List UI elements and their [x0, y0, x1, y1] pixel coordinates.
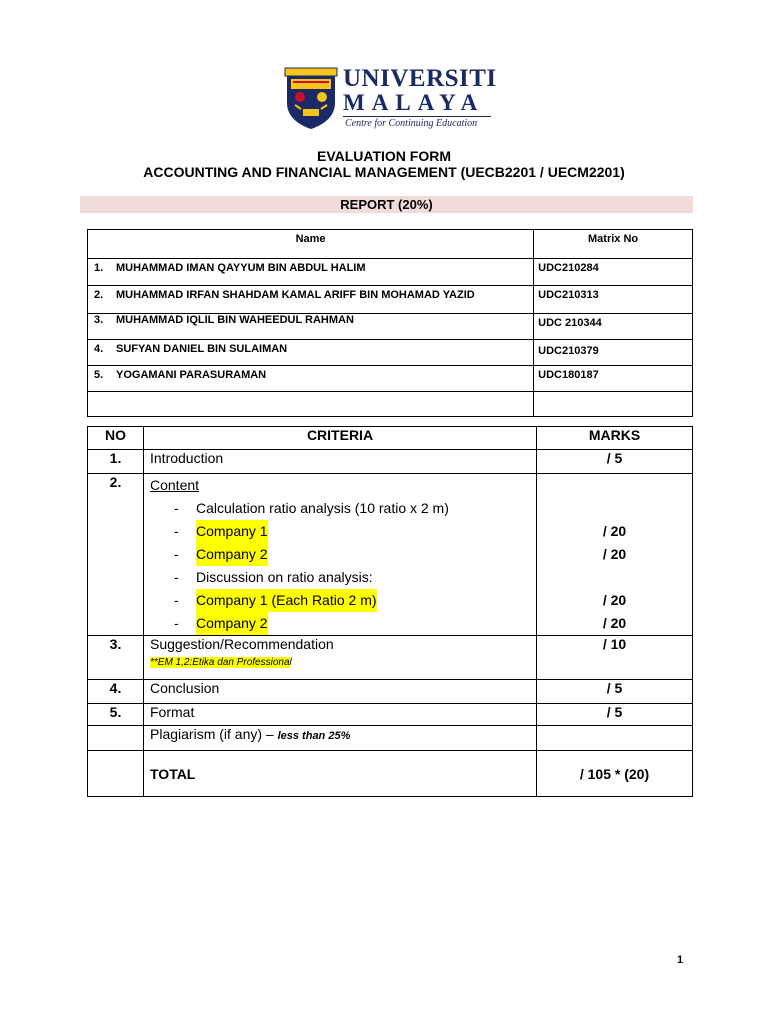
- member-name-cell: [88, 259, 534, 286]
- total-label: TOTAL: [144, 751, 537, 797]
- bullet-dash: -: [174, 569, 179, 585]
- criteria-label: Suggestion/Recommendation: [150, 636, 334, 652]
- content-item: [150, 520, 536, 543]
- member-number: 3.: [94, 314, 104, 326]
- bullet-dash: -: [174, 523, 179, 539]
- col-name-header: Name: [88, 230, 534, 259]
- logo-subtitle: Centre for Continuing Education: [345, 118, 478, 129]
- criteria-table: [87, 426, 693, 797]
- criteria-number: 3.: [88, 636, 144, 680]
- logo-divider: [343, 116, 491, 117]
- criteria-number: 1.: [88, 450, 144, 474]
- criteria-label: Introduction: [144, 450, 537, 474]
- bullet-dash: -: [174, 500, 179, 516]
- page-number: 1: [677, 954, 684, 966]
- col-no-header: NO: [88, 427, 144, 450]
- col-marks-header: MARKS: [537, 427, 693, 450]
- criteria-content-cell: [144, 474, 537, 636]
- logo-word-universiti: UNIVERSITI: [343, 65, 497, 92]
- content-item-marks: [537, 566, 692, 589]
- criteria-label: Plagiarism (if any) –: [150, 726, 278, 742]
- criteria-row-content: [88, 474, 693, 636]
- content-item-label: Calculation ratio analysis (10 ratio x 2 m): [196, 500, 449, 516]
- criteria-suggestion-cell: [144, 636, 537, 680]
- criteria-label: Format: [144, 704, 537, 726]
- empty-cell: [534, 392, 693, 417]
- member-row: [88, 286, 693, 314]
- criteria-row-plagiarism: [88, 726, 693, 751]
- course-title: ACCOUNTING AND FINANCIAL MANAGEMENT (UECB2201 / UECM2201): [143, 164, 625, 180]
- logo-word-malaya: MALAYA: [343, 90, 485, 115]
- content-item: [150, 589, 536, 612]
- content-item: [150, 543, 536, 566]
- criteria-number: 5.: [88, 704, 144, 726]
- content-marks-cell: [537, 474, 693, 636]
- content-item-marks: / 20: [602, 523, 627, 539]
- member-number: 5.: [94, 369, 104, 381]
- empty-cell: [88, 392, 534, 417]
- col-criteria-header: CRITERIA: [144, 427, 537, 450]
- university-logo: [283, 65, 498, 135]
- content-item-label: Company 1 (Each Ratio 2 m): [196, 589, 377, 612]
- member-number: 4.: [94, 343, 104, 355]
- content-item-marks: / 20: [602, 592, 627, 608]
- content-item-label: Company 2: [196, 543, 268, 566]
- criteria-label: Conclusion: [144, 680, 537, 704]
- member-matrix: UDC 210344: [534, 314, 693, 340]
- criteria-marks: / 5: [537, 704, 693, 726]
- criteria-number: 4.: [88, 680, 144, 704]
- content-item: [150, 497, 536, 520]
- member-name: YOGAMANI PARASURAMAN: [116, 369, 267, 381]
- bullet-dash: -: [174, 592, 179, 608]
- member-name-cell: [88, 286, 534, 314]
- member-row: [88, 340, 693, 366]
- empty-cell: [88, 726, 144, 751]
- members-table: [87, 229, 693, 417]
- member-row: [88, 366, 693, 392]
- content-item-marks: [537, 497, 692, 520]
- criteria-row-total: [88, 751, 693, 797]
- member-name: MUHAMMAD IMAN QAYYUM BIN ABDUL HALIM: [116, 262, 366, 274]
- member-matrix: UDC210313: [534, 286, 693, 314]
- content-item: [150, 612, 536, 635]
- member-name: MUHAMMAD IRFAN SHAHDAM KAMAL ARIFF BIN MOHAMAD YAZID: [116, 289, 475, 301]
- criteria-row-format: [88, 704, 693, 726]
- col-matrix-header: Matrix No: [534, 230, 693, 259]
- suggestion-note-tail: l: [289, 657, 292, 668]
- member-matrix: UDC180187: [534, 366, 693, 392]
- content-item-label: Company 1: [196, 520, 268, 543]
- member-name: MUHAMMAD IQLIL BIN WAHEEDUL RAHMAN: [116, 314, 354, 326]
- member-number: 1.: [94, 262, 104, 274]
- report-heading: REPORT (20%): [80, 196, 693, 213]
- bullet-dash: -: [174, 546, 179, 562]
- suggestion-note-highlight: **EM 1,2:Etika dan Professiona: [150, 657, 290, 668]
- members-header-row: [88, 230, 693, 259]
- criteria-marks: / 5: [537, 450, 693, 474]
- criteria-row-suggestion: [88, 636, 693, 680]
- member-name-cell: [88, 366, 534, 392]
- content-item-label: Company 2: [196, 612, 268, 635]
- content-item: [150, 566, 536, 589]
- criteria-row-introduction: [88, 450, 693, 474]
- content-item-marks: / 20: [602, 615, 627, 631]
- crest-icon: [283, 65, 339, 131]
- criteria-marks: / 5: [537, 680, 693, 704]
- suggestion-note: [150, 657, 536, 668]
- content-item-label: Discussion on ratio analysis:: [196, 569, 373, 585]
- plagiarism-cell: [144, 726, 537, 751]
- content-item-marks: / 20: [602, 546, 627, 562]
- criteria-label: Content: [150, 477, 200, 493]
- bullet-dash: -: [174, 615, 179, 631]
- criteria-row-conclusion: [88, 680, 693, 704]
- member-row: [88, 314, 693, 340]
- member-matrix: UDC210284: [534, 259, 693, 286]
- criteria-marks: / 10: [537, 636, 693, 680]
- member-name: SUFYAN DANIEL BIN SULAIMAN: [116, 343, 288, 355]
- total-marks: / 105 * (20): [537, 751, 693, 797]
- criteria-header-row: [88, 427, 693, 450]
- member-matrix: UDC210379: [534, 340, 693, 366]
- empty-cell: [537, 726, 693, 751]
- plagiarism-note: less than 25%: [277, 730, 351, 742]
- empty-cell: [88, 751, 144, 797]
- member-name-cell: [88, 314, 534, 340]
- member-name-cell: [88, 340, 534, 366]
- member-row: [88, 259, 693, 286]
- member-row-empty: [88, 392, 693, 417]
- form-title: EVALUATION FORM: [316, 148, 452, 164]
- criteria-number: 2.: [88, 474, 144, 636]
- member-number: 2.: [94, 289, 104, 301]
